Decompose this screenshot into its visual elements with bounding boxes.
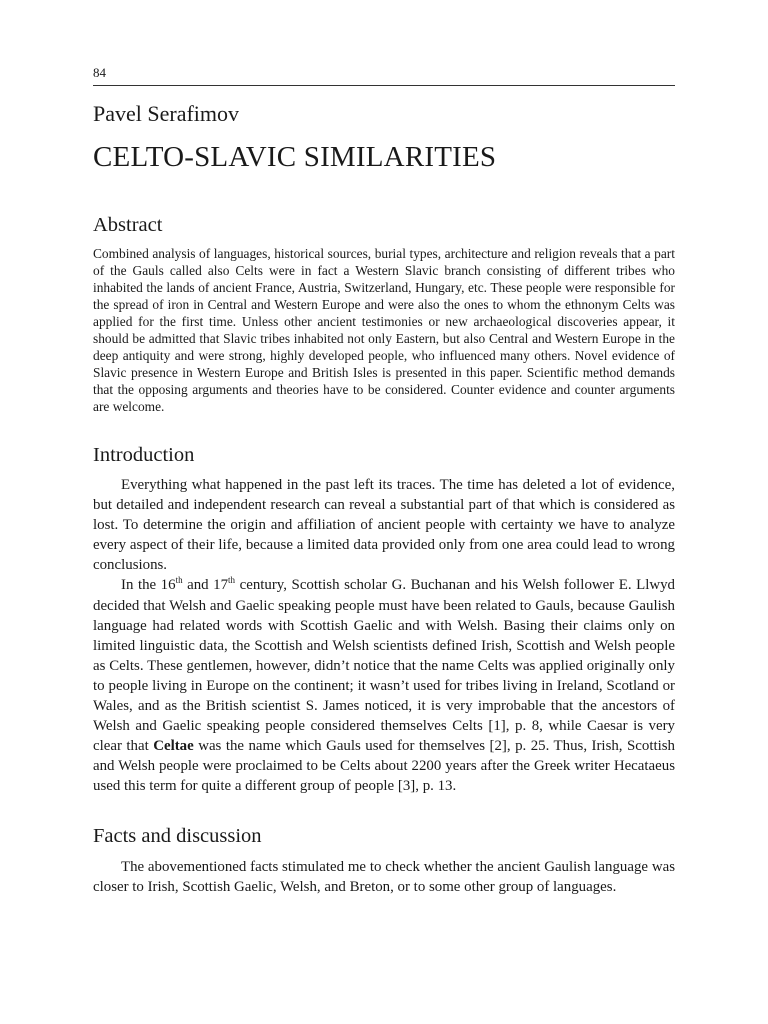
page-number: 84 — [93, 65, 106, 80]
abstract-text: Combined analysis of languages, historical sources, burial types, architecture and religion reveals that a part of the Gauls called also Celts were in fact a Western Slavic branch consisting of different tribes who inhabited the lands of ancient France, Austria, Switzerland, Hungary, etc. These people were responsible for the spread of iron in Central and Western Europe and were also the ones to whom the ethnonym Celts was applied for the first time. Unless other ancient testimonies or new archaeological discoveries appear, it should be admitted that Slavic tribes inhabited not only Eastern, but also Central and Western Europe in the deep antiquity and were strong, highly developed people, who influenced many others. Novel evidence of Slavic presence in Western Europe and British Isles is presented in this paper. Scientific method demands that the opposing arguments and theories have to be considered. Counter evidence and counter arguments are welcome. — [93, 246, 675, 414]
facts-heading: Facts and discussion — [93, 824, 262, 847]
paragraph-text: was the name which Gauls used for themselves [2], p. 25. Thus, Irish, Scottish and Welsh people were proclaimed to be Celts about 2200 years after the Greek writer Hecataeus used this term for quite a different group of people [3], p. 13. — [93, 738, 675, 795]
paragraph-text: century, Scottish scholar G. Buchanan and his Welsh follower E. Llwyd decided that Welsh and Gaelic speaking people must have been related to Gauls, because Gaulish language had related words with Scottish Gaelic and with Welsh. Basing their claims only on limited linguistic data, the Scottish and Welsh scientists defined Irish, Scottish and Welsh people as Celts. These gentlemen, however, didn’t notice that the name Celts was applied originally only to people living in Europe on the continent; it wasn’t used for tribes living in Ireland, Scotland or Wales, and as the British scientist S. James noticed, it is very improbable that the ancestors of Welsh and Gaelic speaking people considered themselves Celts [1], p. 8, while Caesar is very clear that — [93, 577, 675, 755]
paper-page — [93, 64, 675, 897]
introduction-paragraph-2 — [93, 575, 675, 796]
superscript-th: th — [228, 575, 236, 586]
paragraph-text: and 17 — [182, 577, 229, 594]
superscript-th: th — [175, 575, 183, 586]
paragraph-text: In the 16 — [121, 577, 176, 594]
header-rule — [93, 85, 675, 86]
author-name: Pavel Serafimov — [93, 101, 240, 126]
abstract-heading: Abstract — [93, 214, 163, 236]
facts-paragraph-1: The abovementioned facts stimulated me to check whether the ancient Gaulish language was closer to Irish, Scottish Gaelic, Welsh, and Breton, or to some other group of languages. — [93, 858, 675, 895]
introduction-paragraph-1: Everything what happened in the past left its traces. The time has deleted a lot of evidence, but detailed and independent research can reveal a substantial part of that which is considered as lost. To determine the origin and affiliation of ancient people with certainty we have to analyze every aspect of their life, because a limited data provided only from one area could lead to wrong conclusions. — [93, 477, 675, 574]
introduction-heading: Introduction — [93, 444, 195, 466]
paper-title: CELTO-SLAVIC SIMILARITIES — [93, 141, 497, 173]
bold-term-celtae: Celtae — [153, 738, 194, 755]
